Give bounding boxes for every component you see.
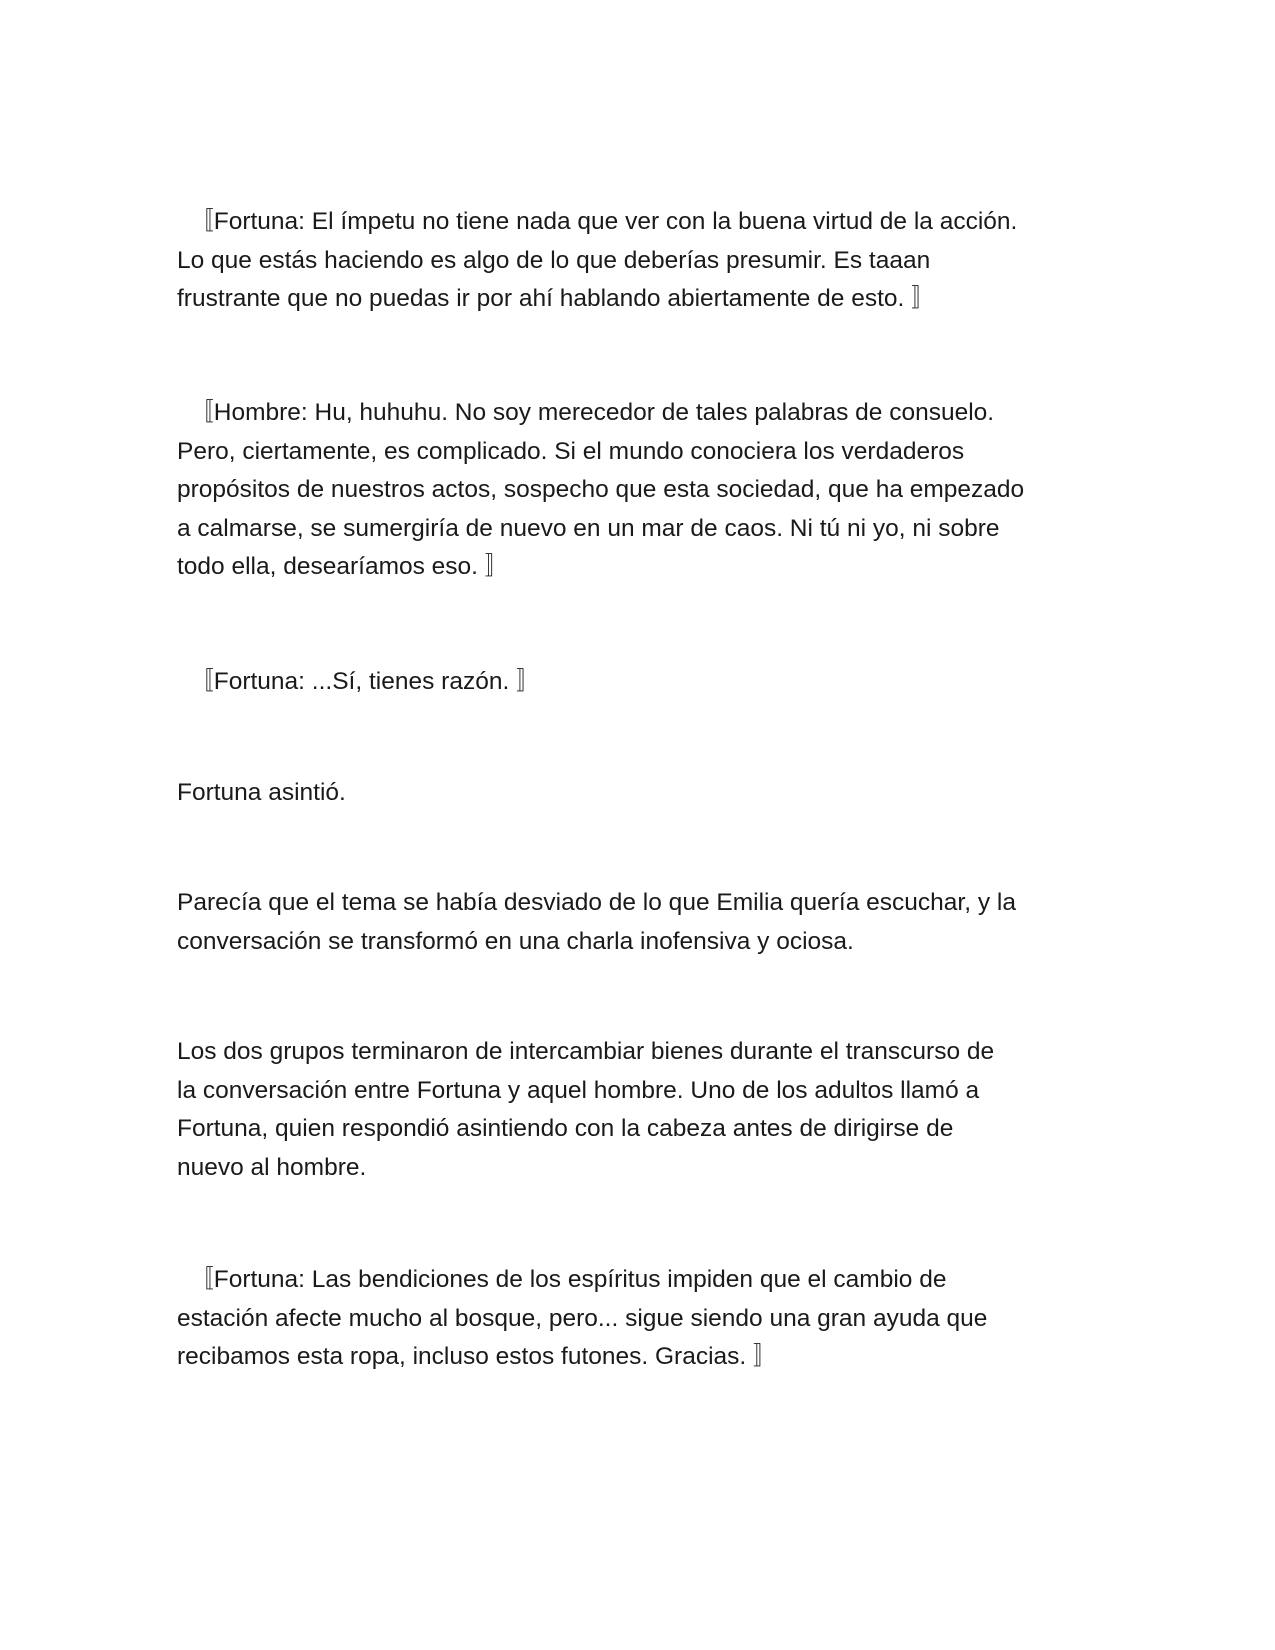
text-line: todo ella, desearíamos eso. 〛 bbox=[177, 553, 510, 580]
text-line: Los dos grupos terminaron de intercambiar bienes durante el transcurso de bbox=[177, 1038, 995, 1065]
text-line: propósitos de nuestros actos, sospecho que esta sociedad, que ha empezado bbox=[177, 476, 1025, 503]
paragraph-fortuna-dialogue-1 bbox=[177, 203, 1107, 319]
paragraph-fortuna-dialogue-3 bbox=[177, 1261, 1107, 1377]
paragraph-hombre-dialogue bbox=[177, 394, 1107, 587]
text-line: la conversación entre Fortuna y aquel hombre. Uno de los adultos llamó a bbox=[177, 1076, 980, 1104]
text-line: a calmarse, se sumergiría de nuevo en un mar de caos. Ni tú ni yo, ni sobre bbox=[177, 514, 1000, 542]
text-line: Lo que estás haciendo es algo de lo que deberías presumir. Es taaan bbox=[177, 246, 931, 274]
text-line: 〚Fortuna: Las bendiciones de los espíritus impiden que el cambio de bbox=[177, 1266, 947, 1293]
text-line: Fortuna asintió. bbox=[177, 779, 346, 806]
text-line: 〚Fortuna: El ímpetu no tiene nada que ver con la buena virtud de la acción. bbox=[177, 208, 1018, 235]
text-line: estación afecte mucho al bosque, pero... sigue siendo una gran ayuda que bbox=[177, 1304, 988, 1332]
paragraph-narration-1 bbox=[177, 774, 1107, 813]
text-line: 〚Hombre: Hu, huhuhu. No soy merecedor de tales palabras de consuelo. bbox=[177, 399, 995, 426]
paragraph-narration-3 bbox=[177, 1033, 1107, 1187]
text-line: recibamos esta ropa, incluso estos futones. Gracias. 〛 bbox=[177, 1343, 778, 1370]
paragraph-fortuna-dialogue-2 bbox=[177, 663, 1107, 702]
text-line: Fortuna, quien respondió asintiendo con la cabeza antes de dirigirse de bbox=[177, 1115, 954, 1142]
text-line: Pero, ciertamente, es complicado. Si el mundo conociera los verdaderos bbox=[177, 437, 965, 465]
text-line: frustrante que no puedas ir por ahí hablando abiertamente de esto. 〛 bbox=[177, 285, 936, 312]
text-line: nuevo al hombre. bbox=[177, 1153, 367, 1181]
paragraph-narration-2 bbox=[177, 884, 1107, 961]
text-line: conversación se transformó en una charla inofensiva y ociosa. bbox=[177, 927, 854, 955]
text-line: Parecía que el tema se había desviado de lo que Emilia quería escuchar, y la bbox=[177, 889, 1016, 916]
text-line: 〚Fortuna: ...Sí, tienes razón. 〛 bbox=[177, 668, 541, 695]
